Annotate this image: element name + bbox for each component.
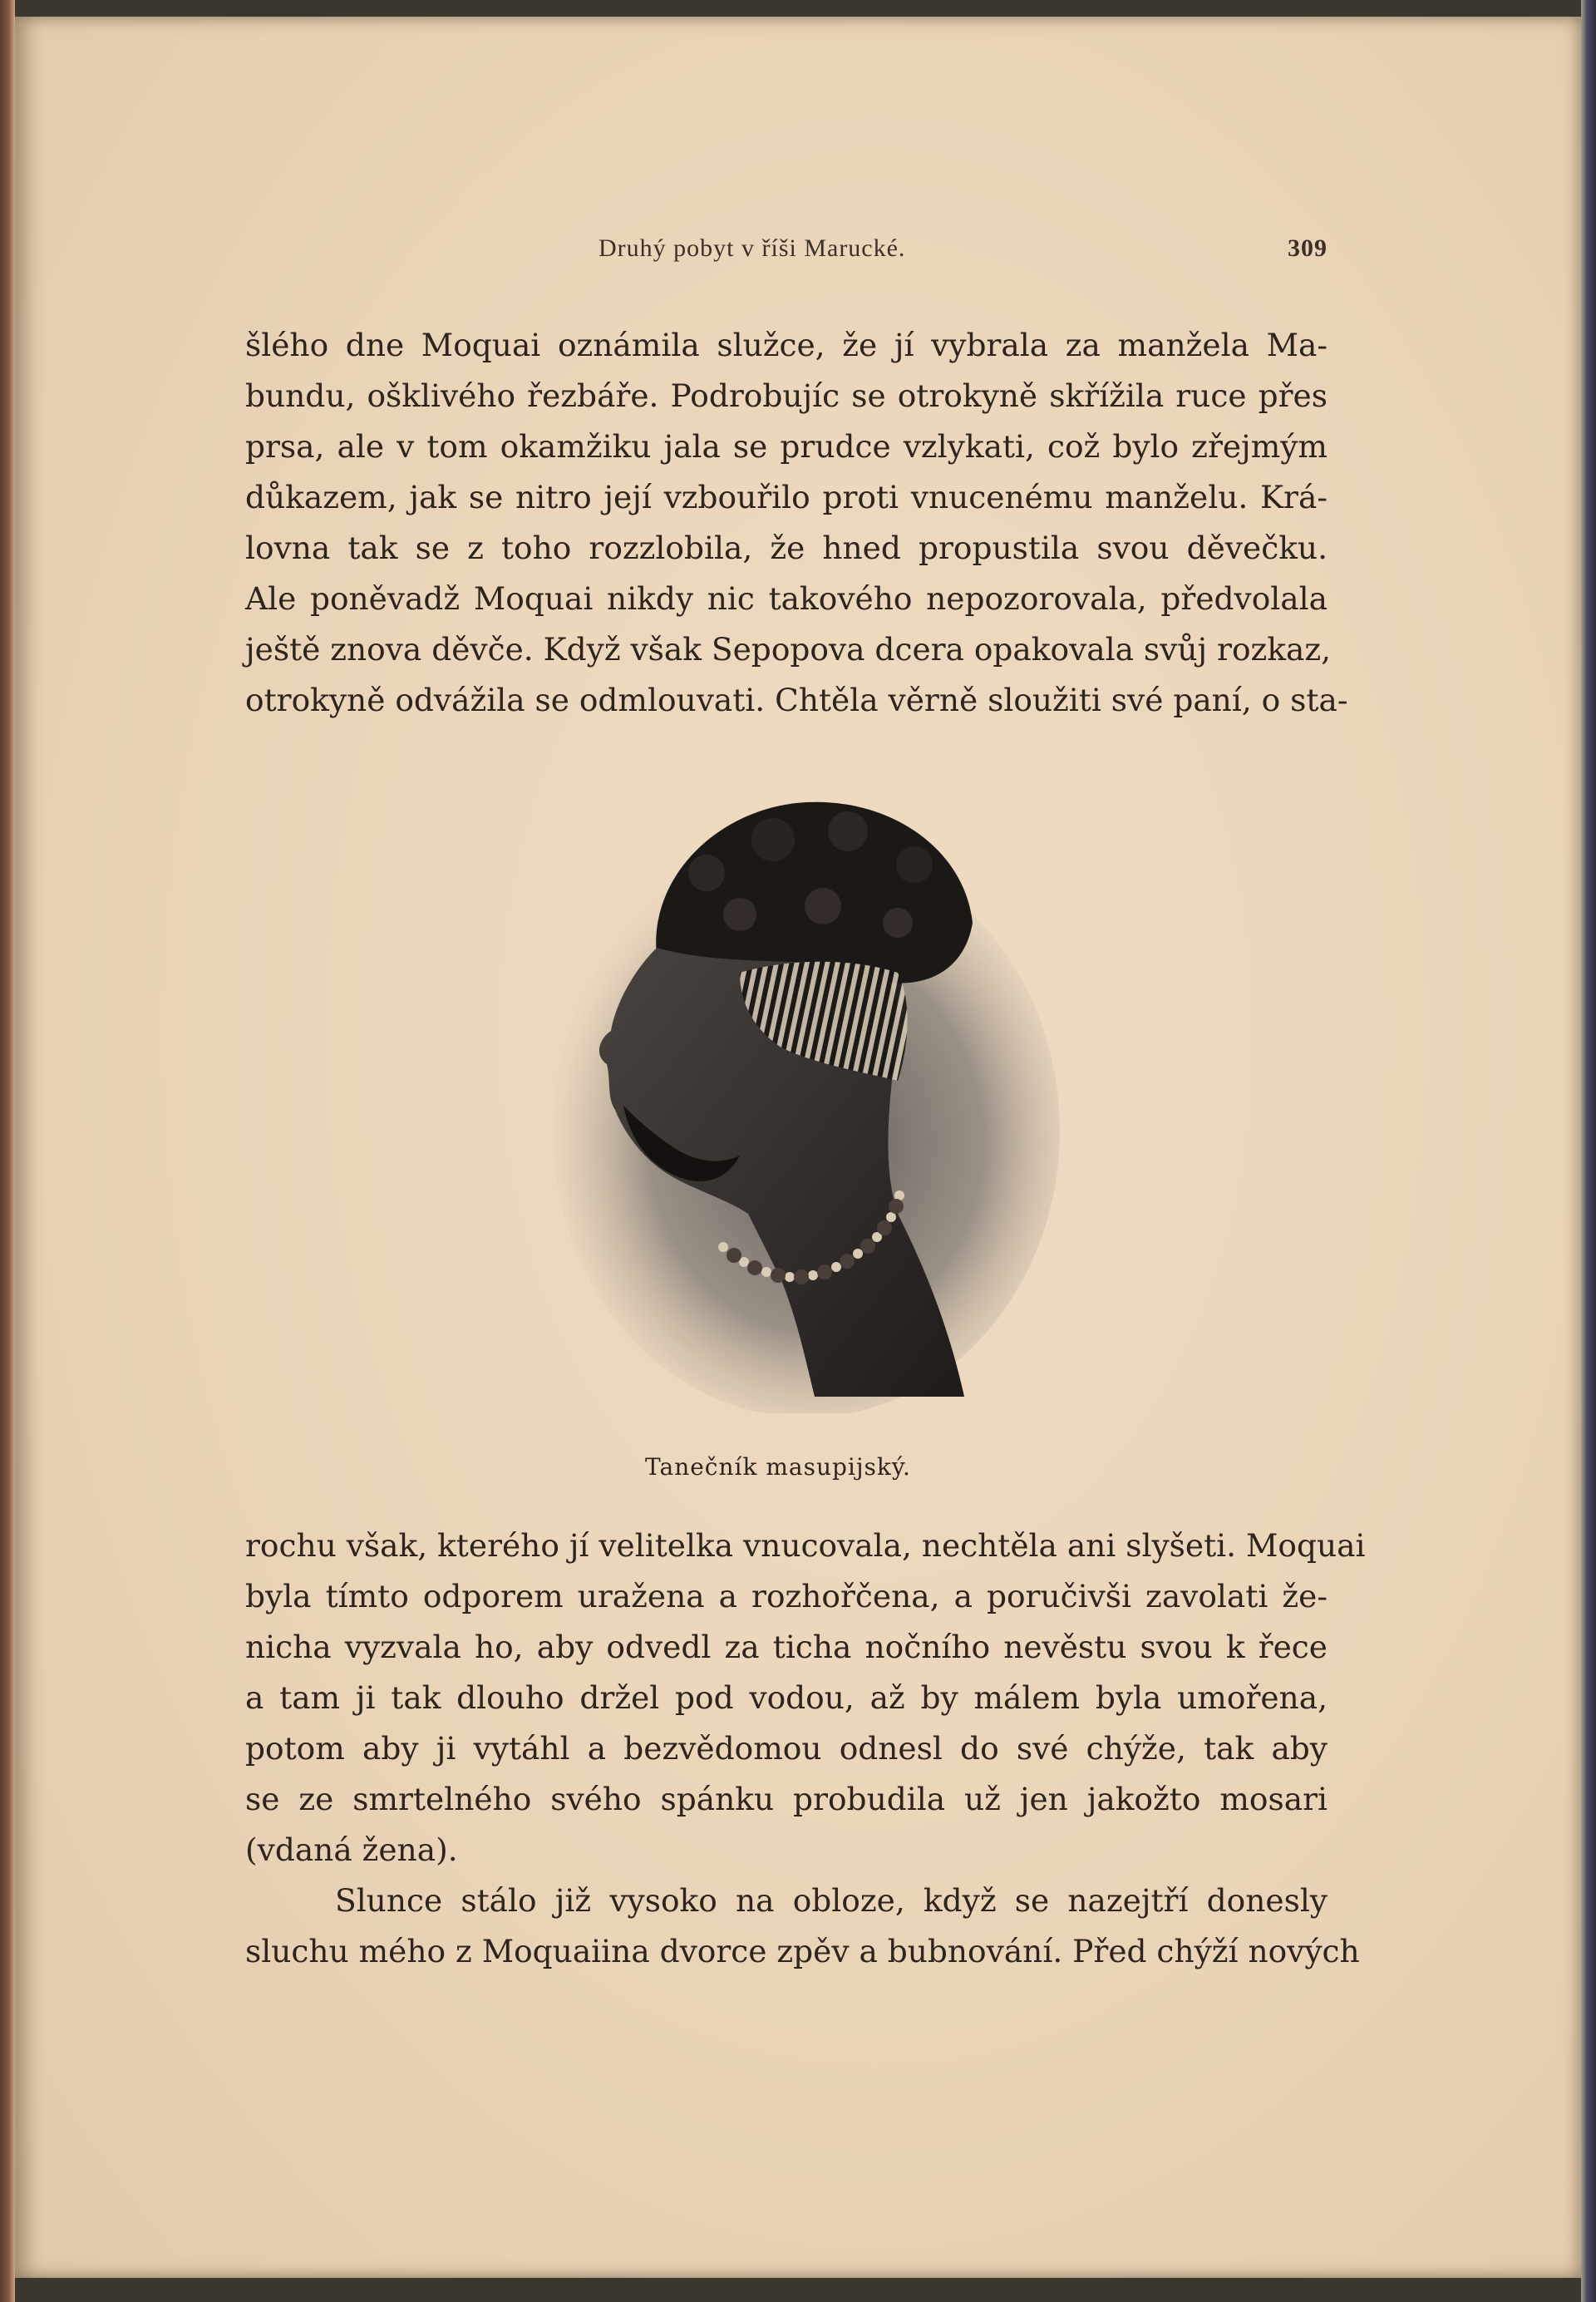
book-binding-right	[1581, 0, 1596, 2302]
text-line: lovna tak se z toho rozzlobila, že hned propustila svou děvečku.	[245, 530, 1328, 566]
dancer-portrait-illustration	[532, 781, 1064, 1413]
text-line: otrokyně odvážila se odmlouvati. Chtěla věrně sloužiti své paní, o sta-	[245, 682, 1348, 718]
text-line: potom aby ji vytáhl a bezvědomou odnesl do své chýže, tak aby	[245, 1730, 1328, 1767]
running-title: Druhý pobyt v říši Marucké.	[598, 234, 906, 262]
text-line: se ze smrtelného svého spánku probudila už jen jakožto mosari	[245, 1781, 1328, 1817]
text-line: nicha vyzvala ho, aby odvedl za ticha nočního nevěstu svou k řece	[245, 1629, 1328, 1665]
book-binding-left	[0, 0, 15, 2302]
text-line: bundu, ošklivého řezbáře. Podrobujíc se otrokyně skřížila ruce přes	[245, 377, 1328, 414]
text-line: důkazem, jak se nitro její vzbouřilo proti vnucenému manželu. Krá-	[245, 479, 1328, 515]
text-line: prsa, ale v tom okamžiku jala se prudce vzlykati, což bylo zřejmým	[245, 428, 1328, 465]
text-line: Slunce stálo již vysoko na obloze, když se nazejtří donesly	[335, 1882, 1328, 1919]
page-number: 309	[1288, 234, 1328, 262]
text-line: sluchu mého z Moquaiina dvorce zpěv a bubnování. Před chýží nových	[245, 1933, 1360, 1969]
text-line: šlého dne Moquai oznámila služce, že jí vybrala za manžela Ma-	[245, 327, 1328, 363]
text-line: a tam ji tak dlouho držel pod vodou, až by málem byla umořena,	[245, 1679, 1328, 1716]
text-line: byla tímto odporem uražena a rozhořčena, a poručivši zavolati že-	[245, 1578, 1328, 1614]
figure-caption: Tanečník masupijský.	[645, 1453, 911, 1481]
text-block-top	[245, 320, 1348, 726]
text-block-bottom	[245, 1521, 1366, 1977]
text-line: (vdaná žena).	[245, 1831, 458, 1868]
text-line: rochu však, kterého jí velitelka vnucovala, nechtěla ani slyšeti. Moquai	[245, 1527, 1366, 1564]
text-line: ještě znova děvče. Když však Sepopova dcera opakovala svůj rozkaz,	[245, 631, 1332, 668]
text-line: Ale poněvadž Moquai nikdy nic takového nepozorovala, předvolala	[245, 580, 1328, 617]
